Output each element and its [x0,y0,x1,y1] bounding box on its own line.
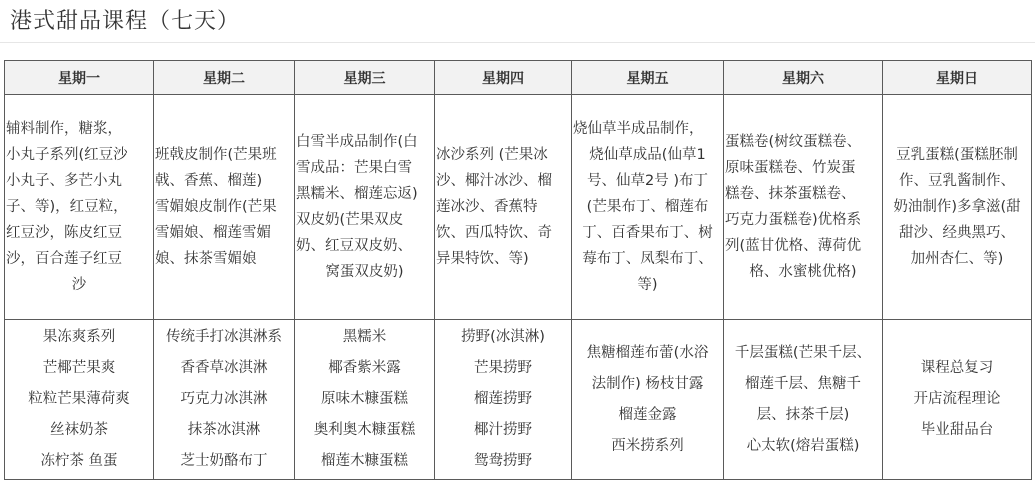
header-monday: 星期一 [5,61,154,95]
cell-wednesday-row1 [295,95,435,320]
cell-line: 蛋糕卷(树纹蛋糕卷、 [725,134,862,150]
cell-line: 层、抹茶千层) [756,406,850,423]
cell-line: 椰汁捞野 [474,422,532,438]
header-friday: 星期五 [572,61,724,95]
cell-line: 饮、西瓜特饮、奇 [436,225,552,241]
cell-line: 辅料制作，糖浆， [6,121,122,137]
cell-line: 奶、红豆双皮奶、 [296,238,412,254]
cell-line: 榴莲金露 [618,406,677,423]
cell-line: 甜沙、经典黑巧、 [899,225,1015,241]
header-saturday: 星期六 [724,61,883,95]
cell-line: 等) [637,277,658,293]
cell-line: 果冻爽系列 [42,329,116,345]
cell-line: 雪成品：芒果白雪 [296,160,412,176]
cell-line: 格、水蜜桃优格) [749,264,857,280]
table-header-row [5,61,1032,95]
cell-line: 雪媚娘、榴莲雪媚 [155,225,271,241]
cell-line: 榴莲捞野 [474,391,532,407]
cell-line: 沙、椰汁冰沙、榴 [436,173,552,189]
cell-line: 加州杏仁、等) [910,251,1004,267]
cell-line: 丁、百香果布丁、树 [582,225,713,241]
cell-line: 作、豆乳酱制作、 [899,173,1015,189]
cell-line: 榴莲木糠蛋糕 [321,453,408,469]
header-sunday: 星期日 [883,61,1032,95]
cell-line: 法制作) 杨枝甘露 [591,375,704,392]
cell-line: 异果特饮、等) [436,251,529,267]
cell-friday-row2 [572,320,724,480]
cell-line: 列(蓝甘优格、薄荷优 [725,238,862,254]
cell-line: 娘、抹茶雪媚娘 [155,251,257,267]
cell-line: 芝士奶酪布丁 [180,453,268,469]
cell-monday-row2 [5,320,154,480]
cell-line: 双皮奶(芒果双皮 [296,212,404,228]
cell-line: 巧克力冰淇淋 [180,391,268,407]
cell-line: 丝袜奶茶 [50,422,108,438]
cell-line: 冰沙系列 (芒果冰 [436,147,548,163]
cell-line: 子、等)，红豆粒， [6,199,128,215]
cell-wednesday-row2 [295,320,435,480]
cell-line: 粒粒芒果薄荷爽 [28,391,130,407]
header-tuesday: 星期二 [154,61,295,95]
cell-line: 班戟皮制作(芒果班 [155,147,277,163]
cell-line: 号、仙草2号 )布丁 [587,173,708,189]
cell-line: 豆乳蛋糕(蛋糕胚制 [896,147,1018,163]
cell-monday-row1 [5,95,154,320]
cell-line: 小丸子系列(红豆沙 [6,147,128,163]
cell-line: (芒果布丁、榴莲布 [586,199,709,215]
cell-line: 西米捞系列 [611,437,684,454]
header-wednesday: 星期三 [295,61,435,95]
cell-tuesday-row2 [154,320,295,480]
header-thursday: 星期四 [435,61,572,95]
cell-line: 红豆沙，陈皮红豆 [6,225,122,241]
cell-line: 烧仙草成品(仙草1 [589,147,706,163]
cell-saturday-row1 [724,95,883,320]
cell-line: 白雪半成品制作(白 [296,134,418,150]
cell-line: 捞野(冰淇淋) [461,329,545,345]
cell-line: 芒椰芒果爽 [42,360,116,376]
cell-line: 抹茶冰淇淋 [187,422,261,438]
cell-sunday-row1 [883,95,1032,320]
cell-line: 榴莲千层、焦糖千 [745,375,861,392]
cell-line: 窝蛋双皮奶) [325,264,404,280]
cell-line: 原味蛋糕卷、竹炭蛋 [725,160,856,176]
course-schedule-table [4,60,1032,480]
cell-line: 莲冰沙、香蕉特 [436,199,538,215]
cell-sunday-row2 [883,320,1032,480]
cell-line: 沙 [71,277,87,293]
cell-line: 黑糯米 [342,329,387,345]
cell-line: 糕卷、抹茶蛋糕卷、 [725,186,856,202]
cell-line: 黑糯米、榴莲忘返) [296,186,418,202]
cell-tuesday-row1 [154,95,295,320]
table-row [5,95,1032,320]
cell-line: 芒果捞野 [474,360,532,376]
cell-line: 心太软(熔岩蛋糕) [746,437,860,454]
cell-thursday-row1 [435,95,572,320]
cell-line: 沙，百合莲子红豆 [6,251,122,267]
cell-line: 课程总复习 [920,360,994,376]
cell-line: 千层蛋糕(芒果千层、 [734,344,872,361]
cell-saturday-row2 [724,320,883,480]
cell-friday-row1 [572,95,724,320]
page-title: 港式甜品课程（七天） [10,9,241,34]
cell-line: 原味木糠蛋糕 [321,391,408,407]
cell-line: 毕业甜品台 [920,422,994,438]
cell-thursday-row2 [435,320,572,480]
cell-line: 焦糖榴莲布蕾(水浴 [586,344,709,361]
cell-line: 巧克力蛋糕卷)优格系 [725,212,862,228]
cell-line: 奥利奥木糠蛋糕 [313,422,416,438]
cell-line: 鸳鸯捞野 [474,453,532,469]
cell-line: 开店流程理论 [913,391,1001,407]
cell-line: 香香草冰淇淋 [180,360,268,376]
cell-line: 椰香紫米露 [328,360,401,376]
cell-line: 雪媚娘皮制作(芒果 [155,199,277,215]
cell-line: 冻柠茶 鱼蛋 [40,453,118,469]
title-divider [0,42,1035,43]
cell-line: 小丸子、多芒小丸 [6,173,122,189]
cell-line: 莓布丁、凤梨布丁、 [582,251,713,267]
cell-line: 烧仙草半成品制作， [573,121,704,137]
cell-line: 传统手打冰淇淋系 [166,329,282,345]
table-row [5,320,1032,480]
cell-line: 戟、香蕉、榴莲) [155,173,263,189]
cell-line: 奶油制作)多拿滋(甜 [893,199,1021,215]
